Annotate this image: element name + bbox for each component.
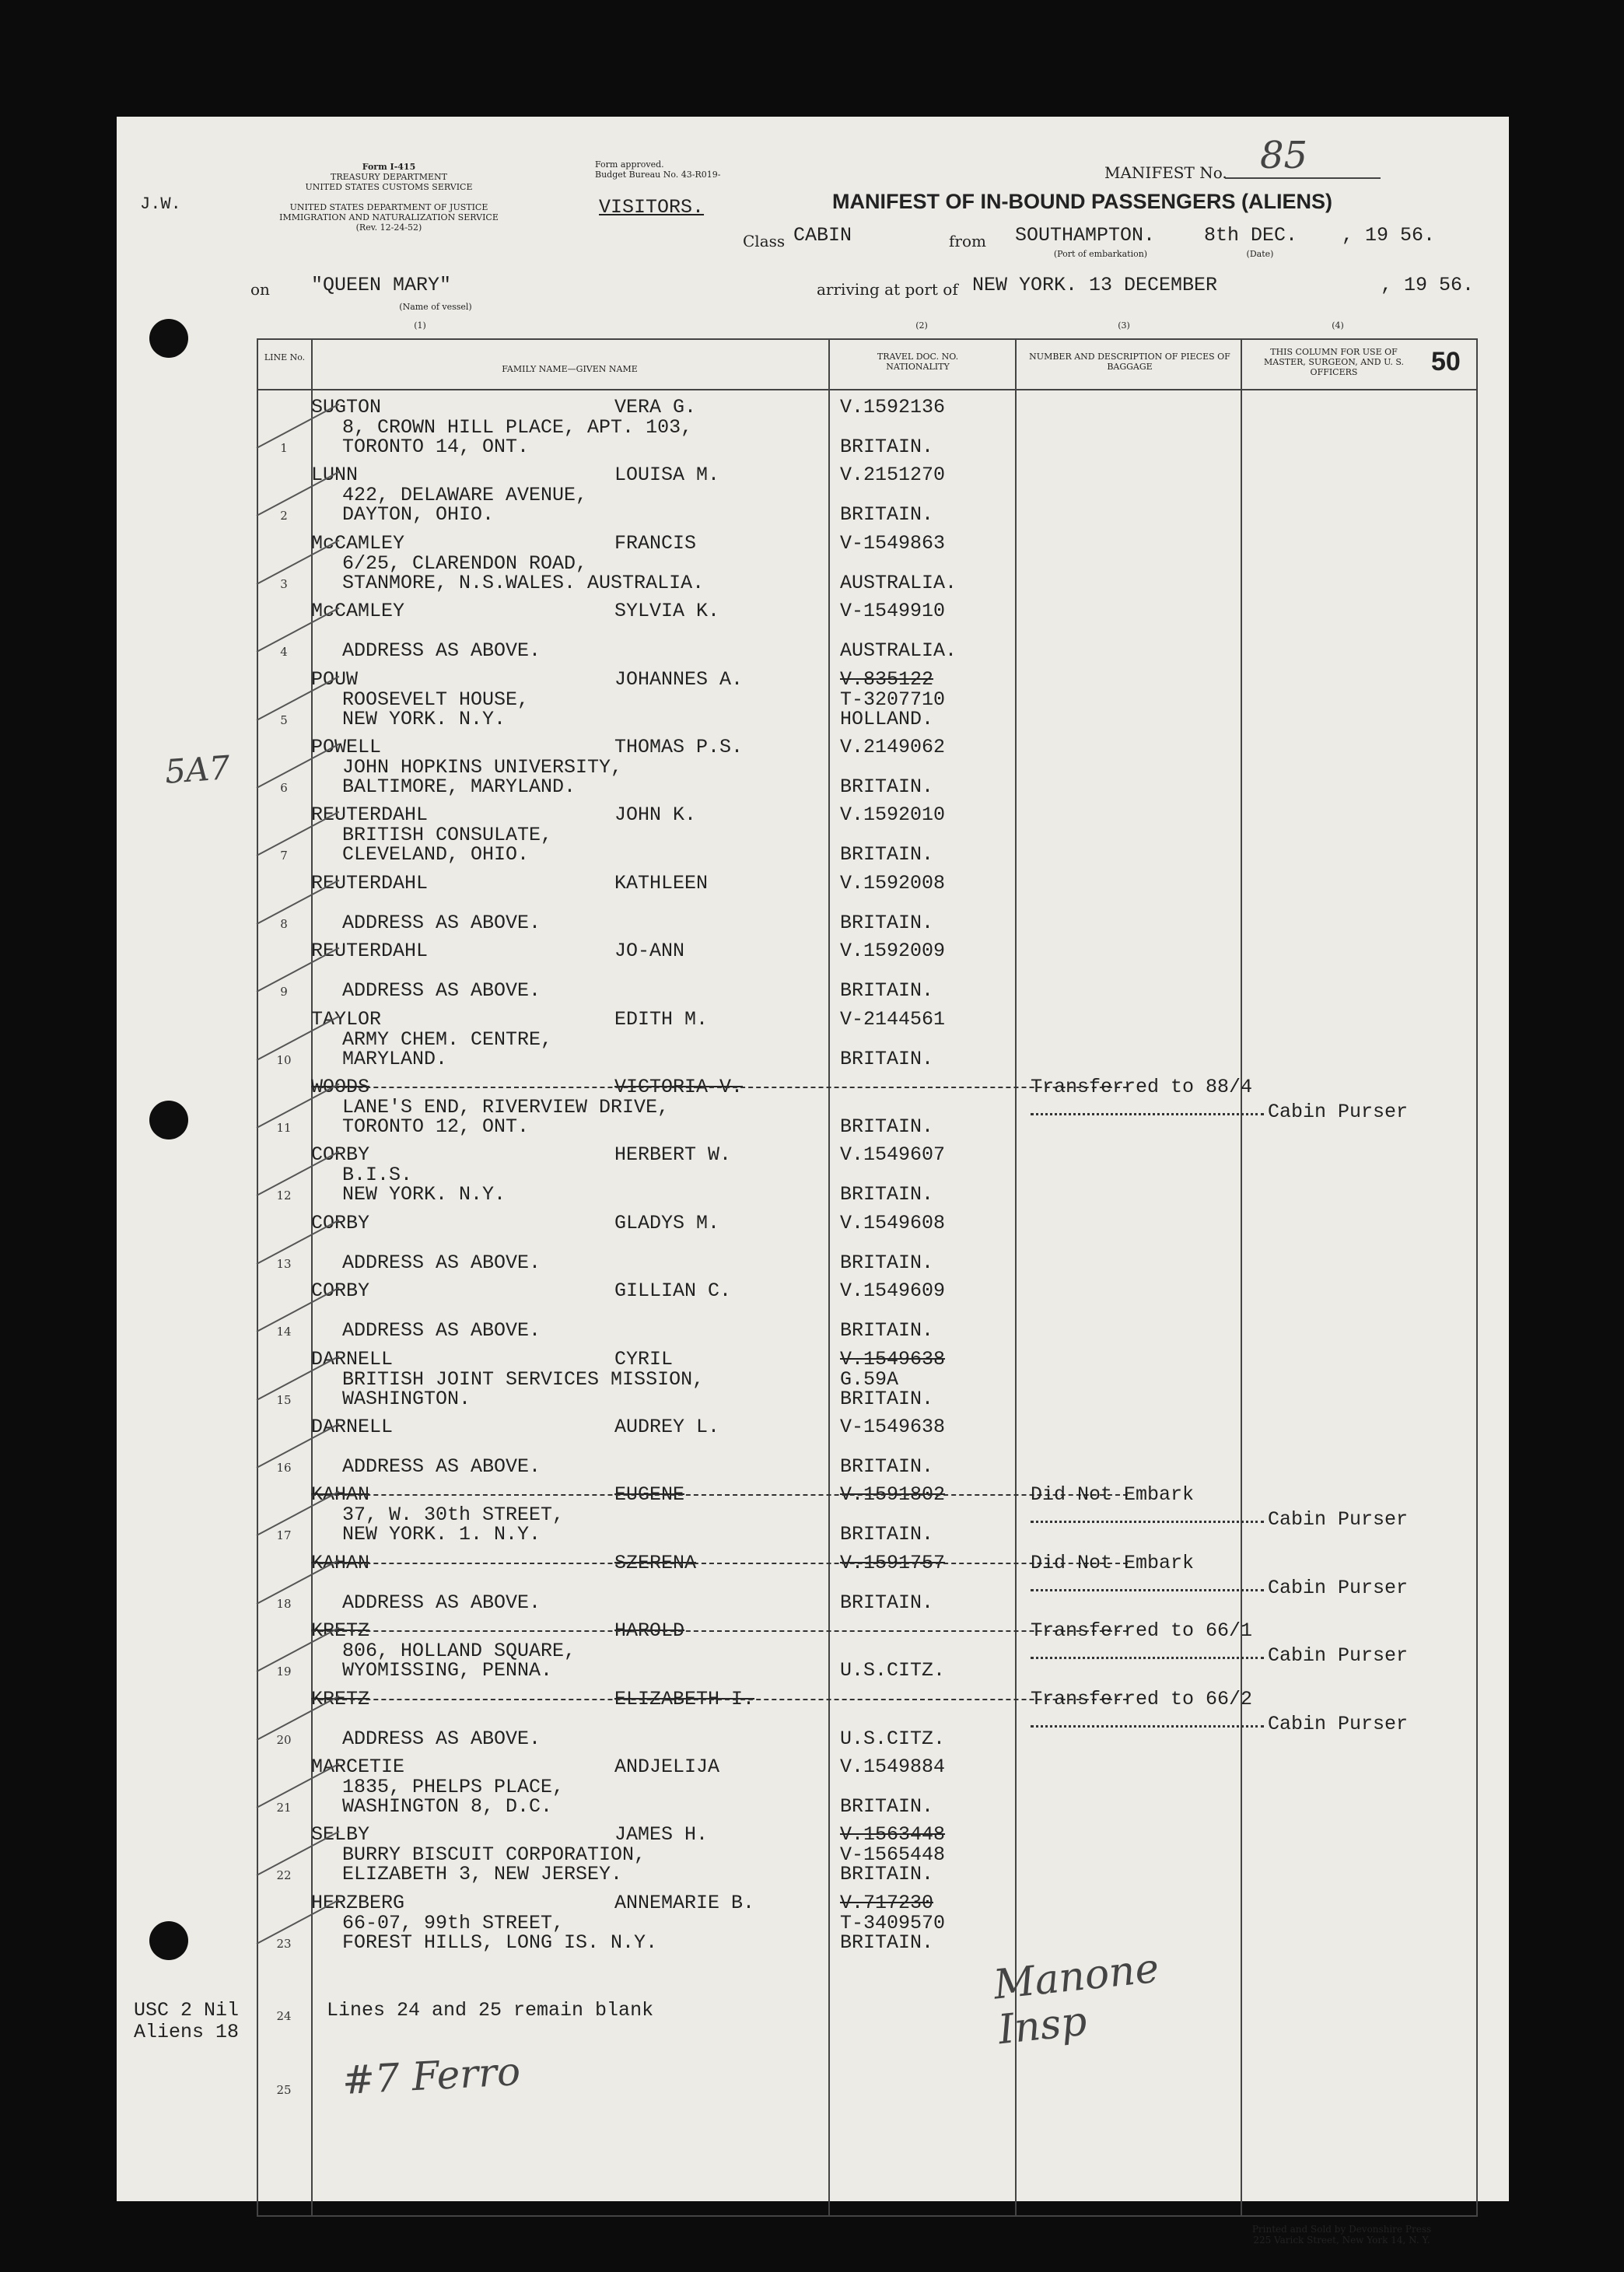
header-divider [257,389,1478,390]
line-number: 3 [280,576,288,591]
address-line-1: 806, HOLLAND SQUARE, [342,1640,576,1663]
nationality: BRITAIN. [840,775,934,798]
nationality: BRITAIN. [840,1795,934,1818]
family-name: DARNELL [311,1347,394,1371]
usc-count: USC 2 Nil [134,1999,240,2022]
col-num-4: (4) [1332,320,1344,331]
travel-doc-number: V.2149062 [840,736,946,758]
address-line-2: ADDRESS AS ABOVE. [342,1727,541,1750]
nationality: BRITAIN. [840,843,934,866]
address-line-1: 37, W. 30th STREET, [342,1504,565,1527]
dotted-leader [1031,1521,1264,1523]
baggage-note: Did Not Embark [1031,1551,1195,1574]
address-line-2: ADDRESS AS ABOVE. [342,979,541,1003]
dotted-leader [1031,1113,1264,1115]
given-name: GILLIAN C. [614,1280,732,1303]
given-name: EUGENE [614,1483,685,1507]
col-header-officers: THIS COLUMN FOR USE OF MASTER, SURGEON, AND U. S. OFFICERS [1263,347,1404,377]
class-value: CABIN [793,224,852,247]
manifest-title: MANIFEST OF IN-BOUND PASSENGERS (ALIENS) [832,190,1333,213]
family-name: KRETZ [311,1619,370,1643]
col-divider [1015,338,1017,2217]
bottom-handwriting: #7 Ferro [341,2049,522,2103]
given-name: ELIZABETH I. [614,1687,755,1710]
punch-hole [149,319,188,358]
given-name: FRANCIS [614,531,697,555]
baggage-note: Transferred to 66/2 [1031,1687,1253,1710]
address-line-1: 422, DELAWARE AVENUE, [342,484,588,507]
col-header-travel-doc: TRAVEL DOC. NO. NATIONALITY [877,352,959,372]
line-number: 16 [276,1461,292,1475]
given-name: VICTORIA V. [614,1076,744,1098]
travel-doc-number: V.1549884 [840,1756,946,1778]
line-number: 9 [280,985,288,999]
travel-doc-number: V.1592010 [840,803,946,827]
nationality: BRITAIN. [840,1523,934,1546]
col-num-1: (1) [414,320,426,331]
address-line-1: ROOSEVELT HOUSE, [342,688,530,711]
address-line-2: ADDRESS AS ABOVE. [342,1251,541,1274]
family-name: MARCETIE [311,1756,405,1778]
manifest-number: 85 [1260,134,1308,177]
address-line-2: CLEVELAND, OHIO. [342,843,530,866]
address-line-2: ELIZABETH 3, NEW JERSEY. [342,1863,623,1886]
given-name: VERA G. [614,396,697,418]
given-name: HAROLD [614,1619,685,1643]
family-name: REUTERDAHL [311,803,429,827]
family-name: WOODS [311,1076,370,1098]
address-line-1: B.I.S. [342,1164,413,1187]
travel-doc-number: V.835122 [840,667,934,691]
address-line-2: ADDRESS AS ABOVE. [342,1455,541,1478]
vessel-caption: (Name of vessel) [399,302,472,312]
punch-hole [149,1921,188,1960]
manifest-no-line [1225,177,1381,179]
strike-line [311,1630,1128,1632]
nationality: U.S.CITZ. [840,1659,946,1682]
given-name: AUDREY L. [614,1416,720,1438]
line-number: 15 [276,1392,292,1407]
given-name: ANNEMARIE B. [614,1891,755,1914]
line-number: 7 [280,849,288,863]
strike-line [311,1494,1128,1496]
address-line-1: BRITISH JOINT SERVICES MISSION, [342,1367,705,1391]
line-number: 4 [280,645,288,660]
family-name: McCAMLEY [311,531,405,555]
form-approved: Form approved. [595,159,664,170]
travel-doc-number-corrected: T-3207710 [840,688,946,711]
strike-line [311,1699,1128,1700]
baggage-note: Did Not Embark [1031,1483,1195,1507]
address-line-2: FOREST HILLS, LONG IS. N.Y. [342,1931,658,1954]
given-name: JAMES H. [614,1823,709,1847]
line-number: 18 [276,1596,292,1611]
family-name: REUTERDAHL [311,940,429,963]
line-number: 1 [280,441,288,455]
travel-doc-number: V.1549609 [840,1280,946,1303]
page-number: 50 [1431,347,1461,376]
nationality: BRITAIN. [840,1591,934,1614]
given-name: JOHN K. [614,803,697,827]
on-label: on [250,280,270,299]
dept-treasury: TREASURY DEPARTMENT [331,172,447,182]
col-header-name: FAMILY NAME—GIVEN NAME [502,364,638,374]
line-number: 24 [276,2009,292,2023]
nationality: BRITAIN. [840,1251,934,1274]
address-line-2: TORONTO 12, ONT. [342,1115,530,1138]
class-label: Class [743,232,786,250]
travel-doc-number: V.1591757 [840,1551,946,1574]
dotted-leader [1031,1725,1264,1728]
nationality: BRITAIN. [840,1183,934,1206]
family-name: TAYLOR [311,1007,382,1031]
given-name: ANDJELIJA [614,1756,720,1778]
family-name: DARNELL [311,1416,394,1438]
manifest-page [117,117,1509,2246]
dotted-leader [1031,1589,1264,1591]
family-name: LUNN [311,464,359,487]
dotted-leader [1031,1657,1264,1659]
form-rev: (Rev. 12-24-52) [355,222,422,233]
line-number: 19 [276,1665,292,1679]
address-line-1: 8, CROWN HILL PLACE, APT. 103, [342,416,693,439]
travel-doc-number: V.1591802 [840,1483,946,1507]
line-number: 8 [280,916,288,931]
col-divider [1241,338,1242,2217]
given-name: GLADYS M. [614,1211,720,1234]
purser-signature: Cabin Purser [1268,1576,1409,1599]
visitors-label: VISITORS. [599,196,705,219]
travel-doc-number: V.1549638 [840,1347,946,1371]
purser-signature: Cabin Purser [1268,1712,1409,1735]
given-name: SYLVIA K. [614,600,720,623]
nationality: AUSTRALIA. [840,571,957,594]
from-value: SOUTHAMPTON. [1015,224,1156,247]
address-line-1: JOHN HOPKINS UNIVERSITY, [342,756,623,779]
nationality: BRITAIN. [840,436,934,458]
address-line-2: WASHINGTON. [342,1387,471,1410]
purser-signature: Cabin Purser [1268,1101,1409,1123]
col-divider [828,338,830,2217]
family-name: McCAMLEY [311,600,405,623]
line-number: 17 [276,1528,292,1543]
travel-doc-number: V.717230 [840,1891,934,1914]
family-name: SUGTON [311,396,382,418]
travel-doc-number: V.1549608 [840,1211,946,1234]
port-caption: (Port of embarkation) [1053,249,1148,259]
address-line-1: 1835, PHELPS PLACE, [342,1776,565,1798]
given-name: SZERENA [614,1551,697,1574]
travel-doc-number-corrected: T-3409570 [840,1911,946,1934]
manifest-no-label: MANIFEST No. [1104,163,1227,182]
address-line-2: NEW YORK. N.Y. [342,707,506,730]
dept-ins: IMMIGRATION AND NATURALIZATION SERVICE [279,212,499,222]
travel-doc-number: V-1549910 [840,600,946,623]
nationality: BRITAIN. [840,911,934,934]
purser-signature: Cabin Purser [1268,1644,1409,1668]
line-number: 13 [276,1256,292,1271]
nationality: BRITAIN. [840,1319,934,1343]
family-name: KAHAN [311,1483,370,1507]
family-name: CORBY [311,1143,370,1167]
travel-doc-number: V.2151270 [840,464,946,487]
nationality: BRITAIN. [840,1047,934,1070]
printer-line-2: 225 Varick Street, New York 14, N. Y. [1253,2235,1430,2246]
arriving-label: arriving at port of [817,280,958,299]
given-name: JO-ANN [614,940,685,963]
given-name: JOHANNES A. [614,667,744,691]
aliens-count: Aliens 18 [134,2021,240,2043]
baggage-note: Transferred to 88/4 [1031,1076,1253,1098]
address-line-2: WYOMISSING, PENNA. [342,1659,553,1682]
line-number: 23 [276,1936,292,1951]
travel-doc-number-corrected: G.59A [840,1367,899,1391]
given-name: HERBERT W. [614,1143,732,1167]
nationality: BRITAIN. [840,1863,934,1886]
family-name: SELBY [311,1823,370,1847]
given-name: CYRIL [614,1347,674,1371]
address-line-2: MARYLAND. [342,1047,448,1070]
margin-initials: J.W. [140,194,181,214]
arrival-year: , 19 56. [1381,274,1475,296]
family-name: REUTERDAHL [311,871,429,894]
dept-justice: UNITED STATES DEPARTMENT OF JUSTICE [289,202,488,212]
line24-note: Lines 24 and 25 remain blank [327,1999,654,2022]
address-line-2: NEW YORK. N.Y. [342,1183,506,1206]
budget-bureau: Budget Bureau No. 43-R019- [595,170,721,180]
family-name: KRETZ [311,1687,370,1710]
line-number: 22 [276,1868,292,1883]
date-caption: (Date) [1246,249,1274,259]
line-number: 5 [280,712,288,727]
col-header-baggage: NUMBER AND DESCRIPTION OF PIECES OF BAGGAGE [1029,352,1230,372]
address-line-2: ADDRESS AS ABOVE. [342,1591,541,1614]
line-number: 21 [276,1801,292,1815]
given-name: EDITH M. [614,1007,709,1031]
nationality: BRITAIN. [840,1931,934,1954]
line-number: 11 [276,1121,292,1135]
address-line-2: ADDRESS AS ABOVE. [342,911,541,934]
given-name: KATHLEEN [614,871,709,894]
baggage-note: Transferred to 66/1 [1031,1619,1253,1643]
address-line-2: WASHINGTON 8, D.C. [342,1795,553,1818]
nationality: BRITAIN. [840,503,934,527]
address-line-1: 66-07, 99th STREET, [342,1911,565,1934]
nationality: HOLLAND. [840,707,934,730]
nationality: BRITAIN. [840,1387,934,1410]
travel-doc-number: V-2144561 [840,1007,946,1031]
line-number: 10 [276,1052,292,1067]
travel-doc-number: V.1592009 [840,940,946,963]
strike-line [311,1087,1128,1088]
inspector-signature: Manone Insp [991,1945,1161,2054]
address-line-2: NEW YORK. 1. N.Y. [342,1523,541,1546]
travel-doc-number-corrected: V-1565448 [840,1843,946,1867]
form-id: Form I-415 [362,162,416,172]
travel-doc-number: V.1592008 [840,871,946,894]
vessel-name: "QUEEN MARY" [311,274,452,296]
family-name: POUW [311,667,359,691]
address-line-1: LANE'S END, RIVERVIEW DRIVE, [342,1096,670,1118]
address-line-2: ADDRESS AS ABOVE. [342,1319,541,1343]
strike-line [311,1563,1128,1564]
family-name: HERZBERG [311,1891,405,1914]
line-number: 6 [280,781,288,795]
given-name: THOMAS P.S. [614,736,744,758]
printer-line-1: Printed and Sold by Devonshire Press [1251,2224,1432,2235]
line-number: 14 [276,1325,292,1339]
nationality: U.S.CITZ. [840,1727,946,1750]
purser-signature: Cabin Purser [1268,1508,1409,1532]
travel-doc-number: V-1549863 [840,531,946,555]
travel-doc-number: V.1549607 [840,1143,946,1167]
line-number: 20 [276,1732,292,1747]
line-number: 2 [280,509,288,523]
punch-hole [149,1101,188,1140]
address-line-2: BALTIMORE, MARYLAND. [342,775,576,798]
from-label: from [949,232,986,250]
family-name: POWELL [311,736,382,758]
line-number: 12 [276,1189,292,1203]
departure-year: , 19 56. [1342,224,1436,247]
line-number: 25 [276,2083,292,2097]
dept-customs: UNITED STATES CUSTOMS SERVICE [305,182,473,192]
nationality: BRITAIN. [840,1455,934,1478]
arrival-port: NEW YORK. 13 DECEMBER [972,274,1218,296]
address-line-2: TORONTO 14, ONT. [342,436,530,458]
col-header-line-no: LINE No. [264,352,306,362]
family-name: KAHAN [311,1551,370,1574]
nationality: AUSTRALIA. [840,639,957,663]
nationality: BRITAIN. [840,1115,934,1138]
address-line-1: BRITISH CONSULATE, [342,824,553,847]
family-name: CORBY [311,1280,370,1303]
travel-doc-number: V-1549638 [840,1416,946,1438]
family-name: CORBY [311,1211,370,1234]
departure-date: 8th DEC. [1204,224,1298,247]
address-line-2: STANMORE, N.S.WALES. AUSTRALIA. [342,571,705,594]
given-name: LOUISA M. [614,464,720,487]
address-line-1: ARMY CHEM. CENTRE, [342,1027,553,1051]
nationality: BRITAIN. [840,979,934,1003]
address-line-1: BURRY BISCUIT CORPORATION, [342,1843,646,1867]
travel-doc-number: V.1592136 [840,396,946,418]
margin-mark: 5A7 [163,748,232,791]
address-line-2: DAYTON, OHIO. [342,503,495,527]
travel-doc-number: V.1563448 [840,1823,946,1847]
col-num-2: (2) [915,320,928,331]
address-line-2: ADDRESS AS ABOVE. [342,639,541,663]
col-num-3: (3) [1118,320,1130,331]
address-line-1: 6/25, CLARENDON ROAD, [342,551,588,575]
